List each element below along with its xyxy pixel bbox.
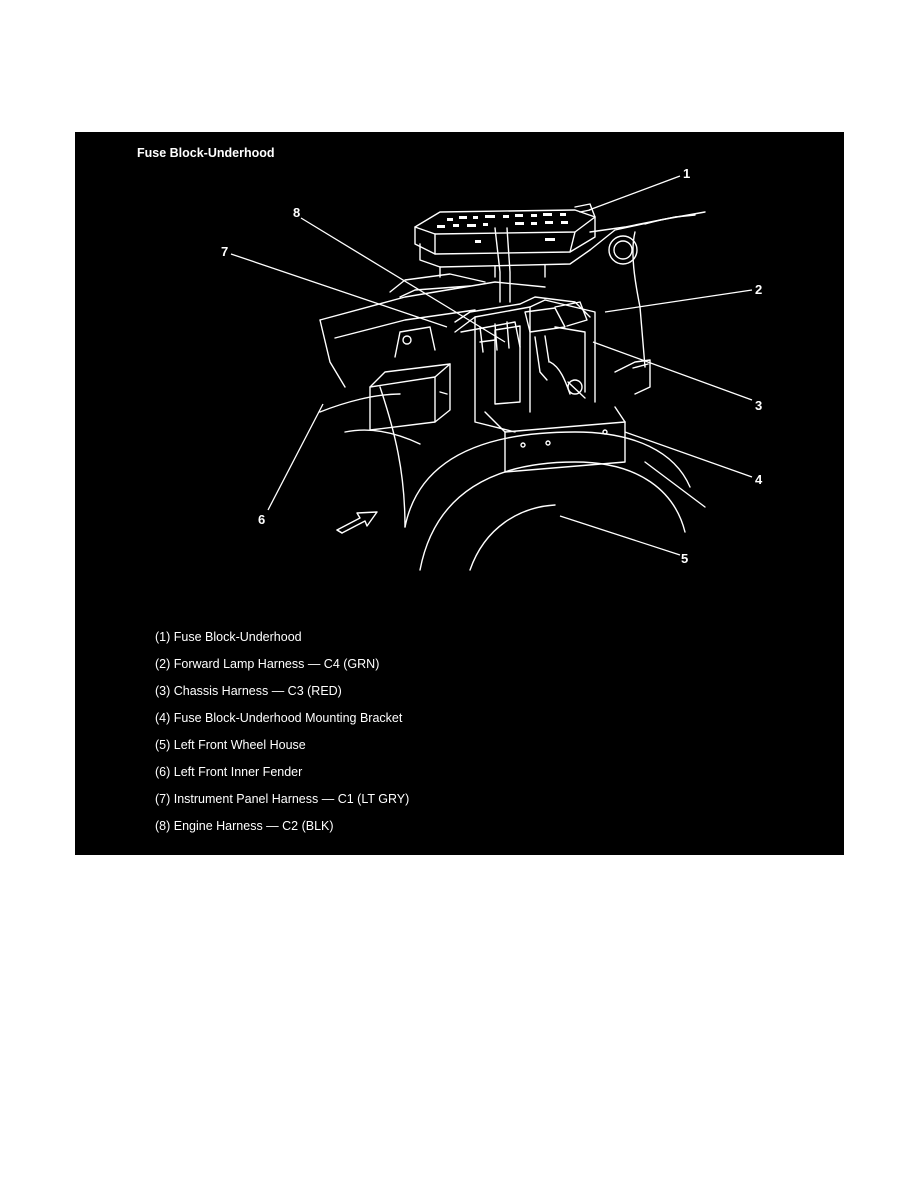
legend-list [155, 629, 409, 845]
callout-3: 3 [755, 398, 763, 413]
figure-panel [75, 132, 844, 855]
fuse-block-drawing [415, 204, 595, 302]
leader-line-1 [589, 176, 680, 210]
legend-item: (2) Forward Lamp Harness — C4 (GRN) [155, 657, 380, 671]
legend-item: (4) Fuse Block-Underhood Mounting Bracket [155, 711, 403, 725]
harness-connector-block-drawing [370, 327, 450, 430]
legend-item: (5) Left Front Wheel House [155, 738, 306, 752]
legend-item: (8) Engine Harness — C2 (BLK) [155, 819, 334, 833]
callout-numbers [221, 166, 763, 566]
callout-4: 4 [755, 472, 763, 487]
inner-fender-drawing [320, 387, 705, 527]
wheel-house-drawing [405, 432, 690, 570]
direction-arrow-drawing [337, 512, 377, 533]
legend-item: (7) Instrument Panel Harness — C1 (LT GRY) [155, 792, 410, 806]
callout-6: 6 [258, 512, 266, 527]
figure-title: Fuse Block-Underhood [137, 146, 275, 160]
leader-line-6 [268, 404, 323, 510]
legend-item: (6) Left Front Inner Fender [155, 765, 303, 779]
fuse-block-detail-marks [437, 213, 568, 243]
fuse-block-illustration [75, 132, 844, 602]
callout-5: 5 [681, 551, 689, 566]
body-panel-drawing [320, 217, 675, 394]
legend-item: (3) Chassis Harness — C3 (RED) [155, 684, 342, 698]
callout-8: 8 [293, 205, 301, 220]
callout-2: 2 [755, 282, 763, 297]
callout-7: 7 [221, 244, 229, 259]
leader-line-2 [605, 290, 752, 312]
leader-line-5 [560, 516, 680, 555]
leader-line-4 [625, 432, 752, 477]
harness-module-drawing [455, 300, 595, 432]
fender-flange-drawing [590, 212, 705, 367]
legend-item: (1) Fuse Block-Underhood [155, 630, 302, 644]
callout-1: 1 [683, 166, 691, 181]
